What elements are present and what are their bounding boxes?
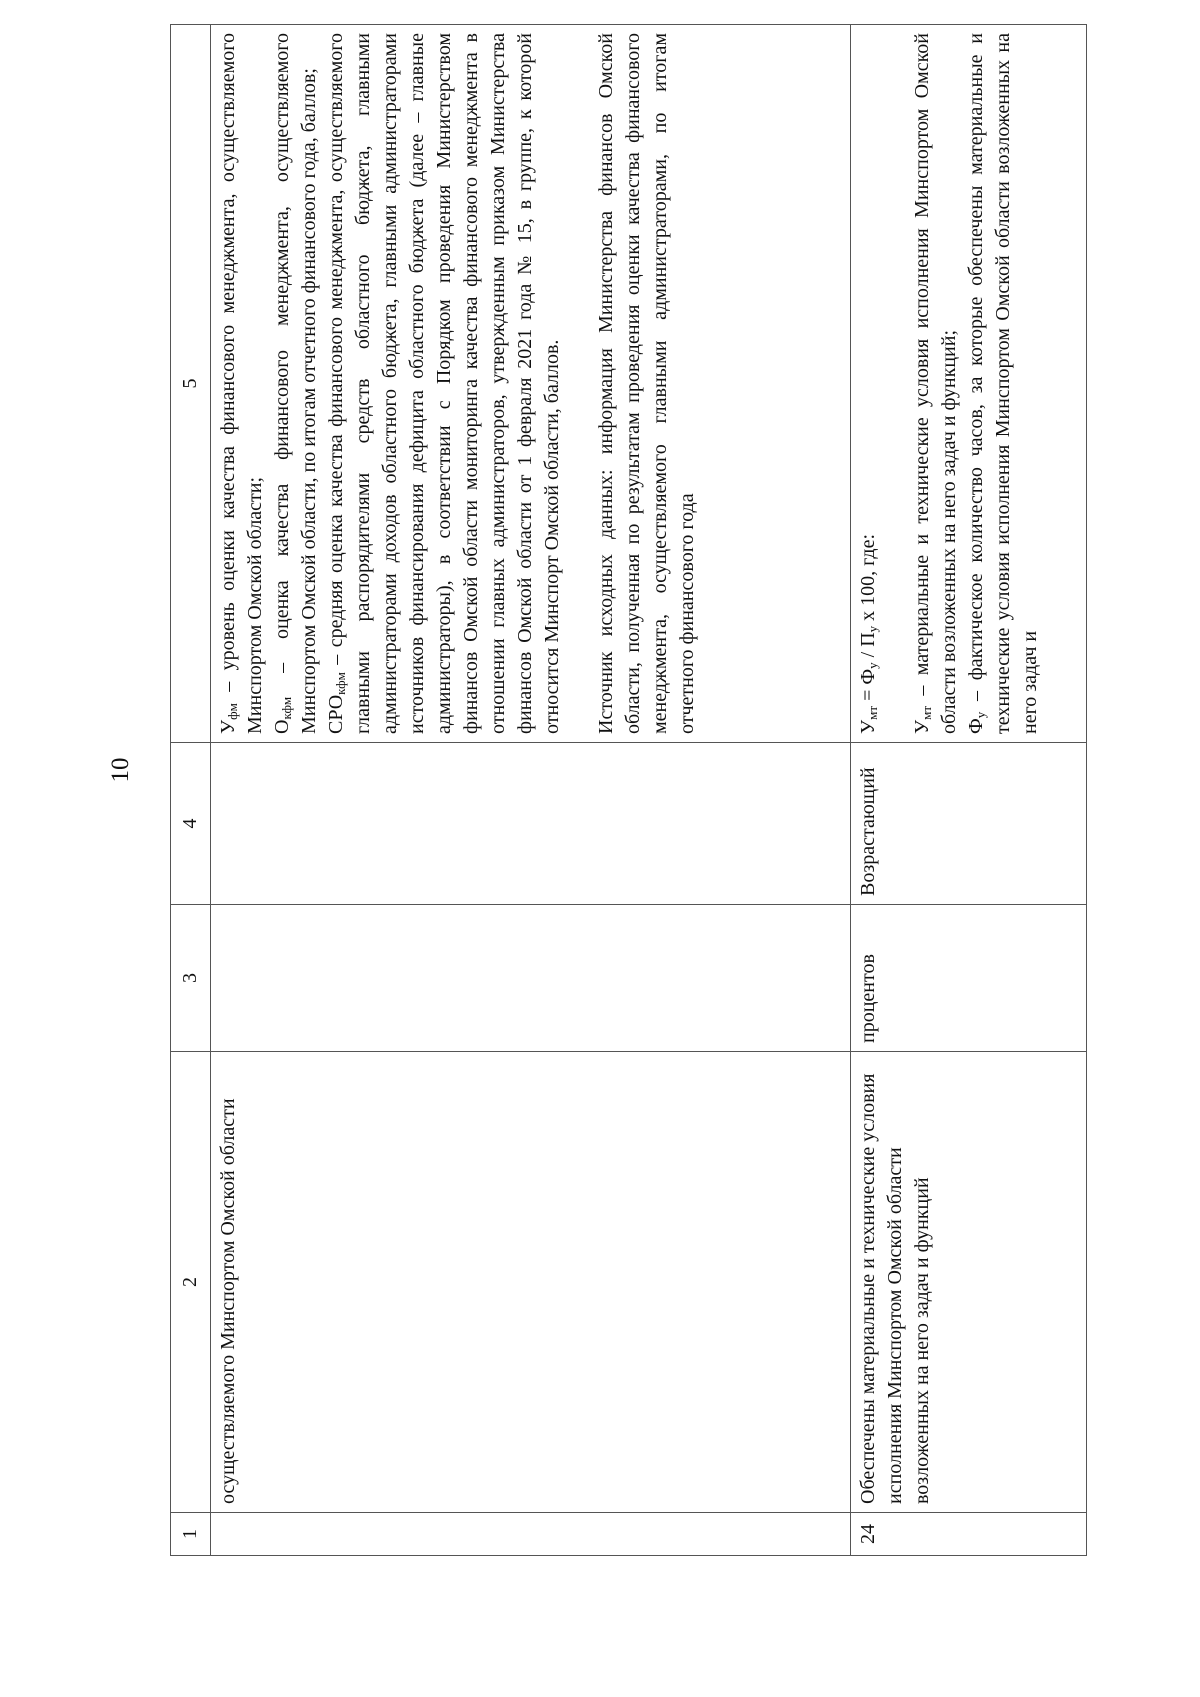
header-col-1: 1 — [171, 1513, 211, 1556]
table-row-24 — [851, 25, 1087, 1556]
formula-u-mt: $У_{мт} = Ф_у / П_у$ х 100, где: — [857, 533, 880, 734]
definition-f-u: $Ф_у$ – фактическое количество часов, за которые обеспечены материальные и технические условия исполнения Минспортом Омской области возложенных на него задач и — [965, 33, 1041, 734]
row24-method — [851, 25, 1087, 743]
rotated-page-content — [170, 33, 1087, 1556]
row23-unit — [211, 905, 851, 1052]
header-col-5: 5 — [171, 25, 211, 743]
page-number: 10 — [107, 757, 134, 783]
definition-u-mt: $У_{мт}$ – материальные и технические условия исполнения Минспортом Омской области возложенных на него задач и функций; — [911, 33, 960, 734]
row24-indicator-name: Обеспечены материальные и технические условия исполнения Минспортом Омской области возложенных на него задач и функций — [851, 1052, 1087, 1513]
row23-trend — [211, 743, 851, 905]
row23-number — [211, 1513, 851, 1556]
row23-method — [211, 25, 851, 743]
row24-number: 24 — [851, 1513, 1087, 1556]
table-row-23 — [211, 25, 851, 1556]
header-col-2: 2 — [171, 1052, 211, 1513]
header-col-3: 3 — [171, 905, 211, 1052]
table-header-row — [171, 25, 211, 1556]
row23-indicator-name: осуществляемого Минспортом Омской области — [211, 1052, 851, 1513]
row24-trend: Возрастающий — [851, 743, 1087, 905]
definition-o-kfm: $О_{кфм}$ – оценка качества финансового менеджмента, осуществляемого Минспортом Омской области, по итогам отчетного финансового года, баллов; — [271, 33, 320, 734]
definition-u-fm: $У_{фм}$ – уровень оценки качества финансового менеджмента, осуществляемого Минспортом Омской области; — [217, 33, 266, 734]
indicators-table — [170, 24, 1087, 1556]
data-source: Источник исходных данных: информация Министерства финансов Омской области, полученная по результатам проведения оценки качества финансового менеджмента, осуществляемого главными администраторами, по итогам отчетного финансового года — [595, 33, 698, 734]
definition-sro-kfm: $СРО_{кфм}$ – средняя оценка качества финансового менеджмента, осуществляемого главными распорядителями средств областного бюджета, главными администраторами доходов областного бюджета, главными администраторами источников финансирования дефицита областного бюджета (далее – главные администраторы), в соответствии с Порядком проведения Министерством финансов Омской области мониторинга качества финансового менеджмента в отношении главных администраторов, утвержденным приказом Министерства финансов Омской области от 1 февраля 2021 года № 15, в группе, к которой относится Минспорт Омской области, баллов. — [325, 33, 563, 734]
header-col-4: 4 — [171, 743, 211, 905]
row24-unit: процентов — [851, 905, 1087, 1052]
